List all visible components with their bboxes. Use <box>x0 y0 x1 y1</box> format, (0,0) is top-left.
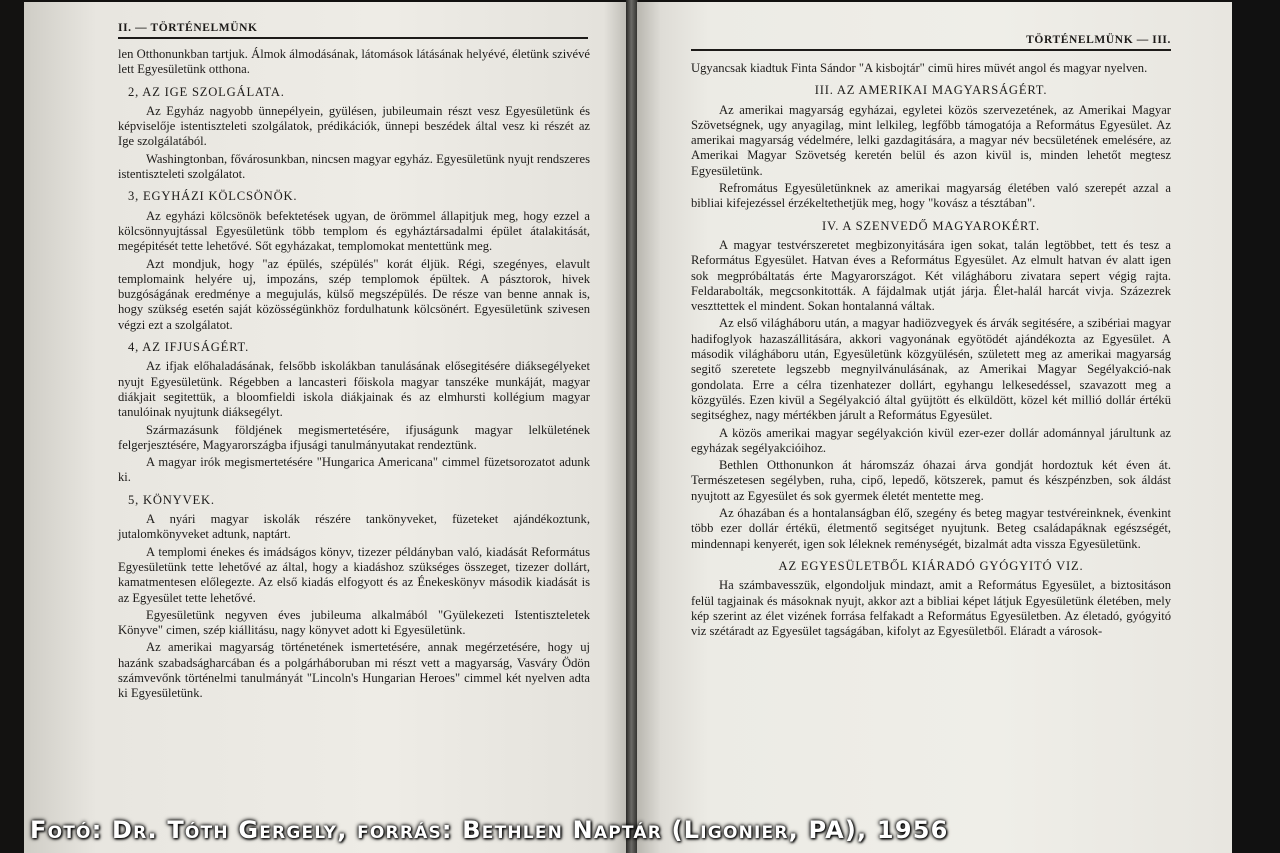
paragraph: Ha számbavesszük, elgondoljuk mindazt, amit a Református Egyesület, a biztositáson felül tagjainak és másoknak nyujt, akkor azt a bibliai képet látjuk Egyesületünk életében, mely kép szerint az élet vizének forrása felfakadt a Református Egyesületben. Az életadó, gyógyitó viz szétáradt az Egyesület tagságában, kifolyt az Egyesületből. Eláradt a városok- <box>691 578 1171 639</box>
paragraph: Származásunk földjének megismertetésére, ifjuságunk magyar lelkületének felgerjesztésére, Magyarországba ifjusági tanulmányutakat rendeztünk. <box>118 422 590 452</box>
paragraph: A közös amerikai magyar segélyakción kivül ezer-ezer dollár adománnyal járultunk az egyházak segélyakcióihoz. <box>691 425 1171 455</box>
paragraph: Refromátus Egyesületünknek az amerikai magyarság életében való szerepét azzal a bibliai kifejezéssel érzékeltethetjük meg, hogy "kovász a tésztában". <box>691 181 1171 211</box>
paragraph: A templomi énekes és imádságos könyv, tizezer példányban való, kiadását Református Egyesületünk tette lehetővé az által, hogy a kiadáshoz szükséges összeget, tizezer dollárt, kamatmentesen előlegezte. Az első kiadás elfogyott és az Énekeskönyv második kiadását is az Egyesület tette lehetővé. <box>118 544 590 605</box>
paragraph: A magyar irók megismertetésére "Hungarica Americana" cimmel füzetsorozatot adunk ki. <box>118 455 590 485</box>
paragraph: A nyári magyar iskolák részére tankönyveket, füzeteket ajándékoztunk, jutalomkönyveket adtunk, naptárt. <box>118 512 590 542</box>
paragraph: Az Egyház nagyobb ünnepélyein, gyülésen, jubileumain részt vesz Egyesületünk és képviselője istentiszteleti szolgálatok, prédikációk, ünnepi beszédek által vesz ki részét az Ige szolgálatából. <box>118 103 590 149</box>
paragraph: Az ifjak előhaladásának, felsőbb iskolákban tanulásának elősegitésére diáksegélyeket nyujt Egyesületünk. Régebben a lancasteri főiskola magyar tanszéke munkáját, magyar diákjait segitettük, a bloomfieldi iskola diákjainak és az elmhursti kollégium magyar tanulóinak nyujtunk diáksegélyt. <box>118 359 590 420</box>
section-heading: 5, KÖNYVEK. <box>128 492 215 507</box>
section-heading: 2, AZ IGE SZOLGÁLATA. <box>128 84 285 99</box>
paragraph: Ugyancsak kiadtuk Finta Sándor "A kisbojtár" cimü hires müvét angol és magyar nyelven. <box>691 61 1148 75</box>
paragraph: Egyesületünk negyven éves jubileuma alkalmából "Gyülekezeti Istentiszteletek Könyve" cimen, szép kiállitásu, nagy könyvet adott ki Egyesületünk. <box>118 607 590 638</box>
paragraph: Az amerikai magyarság történetének ismertetésére, annak megérzetésére, hogy uj hazánk szabadságharcában és a polgárháboruban mi részt vett a magyarság, Vasváry Ödön számvevőnk történelmi tanulmányát "Lincoln's Hungarian Heroes" cimmel két nyelven adta ki Egyesületünk. <box>118 640 590 701</box>
paragraph: Az óhazában és a hontalanságban élő, szegény és beteg magyar testvéreinknek, évenkint több ezer dollár értékü, életmentő segitséget nyujtunk. Beteg családapáknak egészségét, mindennapi kenyerét, igen sok léleknek reménységét, bizalmát adta vissza Egyesületünk. <box>691 506 1171 551</box>
paragraph: Az egyházi kölcsönök befektetések ugyan, de örömmel állapitjuk meg, hogy ezzel a kölcsönnyujtással Egyesületünk több templom és egyháztársadalmi épület átalakitását, megépitését tette lehetővé. Sőt egyházakat, templomokat mentettünk meg. <box>118 208 590 254</box>
chapter-heading: AZ EGYESÜLETBŐL KIÁRADÓ GYÓGYITÓ VIZ. <box>778 558 1084 573</box>
paragraph: A magyar testvérszeretet megbizonyitására igen sokat, talán legtöbbet, tett és tesz a Református Egyesület. Hatvan éves a Református Egyesület. Az elmult hatvan év alatt igen sok megpróbáltatás érte Magyarországot. Két világháboru zivatara sepert végig rajta. Feldarabolták, megcsonkitották. A fájdalmak utját járja. Élet-halál harcát vivja. Százezrek veszttettek el mindent. Sokan hontalanná váltak. <box>691 237 1171 314</box>
paragraph: Bethlen Otthonunkon át háromszáz óhazai árva gondját hordoztuk két éven át. Természetesen segélyben, ruha, cipő, lepedő, kötszerek, pamut és készpénzben, sok áldást nyujtott az Egyesület és sok gyermek életét mentette meg. <box>691 458 1171 503</box>
right-background <box>1232 0 1280 853</box>
paragraph: len Otthonunkban tartjuk. Álmok álmodásának, látomások látásának helyévé, életünk szivévé lett Egyesületünk otthona. <box>118 47 590 77</box>
chapter-heading: III. AZ AMERIKAI MAGYARSÁGÉRT. <box>814 83 1048 98</box>
right-running-head: TÖRTÉNELMÜNK — III. <box>691 34 1171 51</box>
paragraph: Az amerikai magyarság egyházai, egyletei közös szervezetének, az Amerikai Magyar Szövetségnek, ugy anyagilag, mint lelkileg, legfőbb támogatója a Református Egyesület. Az amerikai magyarság védelmére, lelki gazdagitására, a magyar név becsületének emelésére, az Amerikai Magyar Szövetség keretén belül és azon kivül is, minden lehetőt megtesz Egyesületünk. <box>691 102 1171 178</box>
section-heading: 3, EGYHÁZI KÖLCSÖNÖK. <box>128 189 298 204</box>
left-running-head: II. — TÖRTÉNELMÜNK <box>118 22 588 39</box>
photo-credit-caption: Fotó: Dr. Tóth Gergely, forrás: Bethlen Naptár (Ligonier, PA), 1956 <box>30 816 949 844</box>
right-page <box>637 2 1233 853</box>
left-background <box>0 0 26 853</box>
section-heading: 4, AZ IFJUSÁGÉRT. <box>128 340 250 355</box>
paragraph: Washingtonban, fővárosunkban, nincsen magyar egyház. Egyesületünk nyujt rendszeres istentiszteleti szolgálatot. <box>118 151 590 182</box>
paragraph: Az első világháboru után, a magyar hadiözvegyek és árvák segitésére, a szibériai magyar hadifoglyok hazaszállitására, akkori vagyonának egyötödét ajándékozta az Egyesület. A második világháboru után, Egyesületünk közgyülésén, született meg az amerikai magyarság segitő szeretete legszebb megnyilvánulásának, az Amerikai Magyar Segélyakció-nak gondolata. Erre a célra tizenhatezer dollárt, egyhangu lelkesedéssel, szavazott meg a közgyülés. Ezen kivül a Segélyakció által gyüjtött és elküldött, közel két millió dollár értékü segitséghez, nagy mértékben járult a Református Egyesület. <box>691 316 1171 423</box>
paragraph: Azt mondjuk, hogy "az épülés, szépülés" korát éljük. Régi, szegényes, elavult templomaink helyére uj, impozáns, szép templomok épültek. A pásztorok, hivek buzgóságának eredménye a megujulás, külső megszépülés. De része van benne annak is, hogy szükség esetén saját közösségünkhöz fordulhatunk kölcsönért. Egyesületünk szivesen végzi ezt a szolgálatot. <box>118 256 590 332</box>
left-page-body <box>118 47 590 702</box>
chapter-heading: IV. A SZENVEDŐ MAGYAROKÉRT. <box>821 218 1041 233</box>
right-page-body <box>691 61 1171 639</box>
left-page <box>24 2 628 853</box>
